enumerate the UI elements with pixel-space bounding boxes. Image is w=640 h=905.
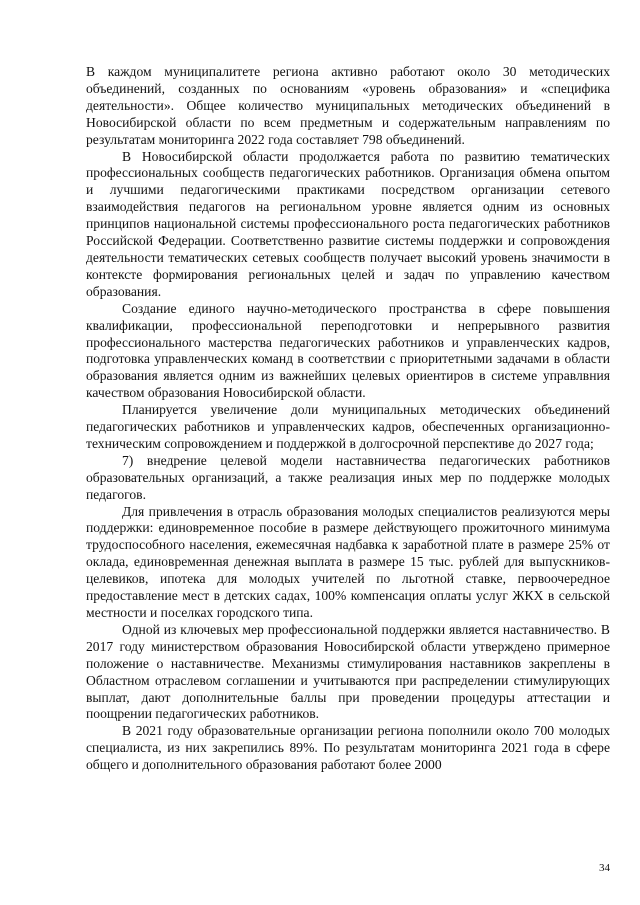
paragraph-6: Для привлечения в отрасль образования молодых специалистов реализуются меры поддержки: единовременное пособие в размере действующего прожиточного минимума трудоспособного населения, ежемесячная надбавка к заработной плате в размере 25% от оклада, единовременная денежная выплата в размере 15 тыс. рублей для выпускников-целевиков, ипотека для молодых учителей по льготной ставке, первоочередное предоставление мест в детских садах, 100% компенсация оплаты услуг ЖКХ в сельской местности и поселках городского типа.	[86, 503, 610, 620]
paragraph-3: Создание единого научно-методического пространства в сфере повышения квалификации, профессиональной переподготовки и непрерывного развития профессионального мастерства педагогических работников и управленческих кадров, подготовка управленческих команд в соответствии с приоритетными задачами в области образования является одним из важнейших целевых ориентиров в системе управлвния качеством образования Новосибирской области.	[86, 300, 610, 401]
paragraph-7: Одной из ключевых мер профессиональной поддержки является наставничество. В 2017 году министерством образования Новосибирской области утверждено примерное положение о наставничестве. Механизмы стимулирования наставников закреплены в Областном отраслевом соглашении и учитываются при распределении стимулирующих выплат, дают дополнительные баллы при проведении процедуры аттестации и поощрении педагогических работников.	[86, 621, 610, 722]
paragraph-2: В Новосибирской области продолжается работа по развитию тематических профессиональных сообществ педагогических работников. Организация обмена опытом и лучшими педагогическими практиками посредством организации сетевого взаимодействия педагогов на региональном уровне является одним из основных принципов национальной системы профессионального роста педагогических работников Российской Федерации. Соответственно развитие системы поддержки и сопровождения деятельности тематических сетевых сообществ получает высокий уровень значимости в контексте формирования региональных целей и задач по управлению качеством образования.	[86, 148, 610, 299]
page-number: 34	[599, 862, 610, 874]
paragraph-8: В 2021 году образовательные организации региона пополнили около 700 молодых специалиста, из них закрепились 89%. По результатам мониторинга 2021 года в сфере общего и дополнительного образования работают более 2000	[86, 723, 610, 773]
document-body	[86, 64, 610, 774]
paragraph-5: 7) внедрение целевой модели наставничества педагогических работников образовательных организаций, а также реализация иных мер по поддержке молодых педагогов.	[86, 452, 610, 502]
paragraph-1: В каждом муниципалитете региона активно работают около 30 методических объединений, созданных по основаниям «уровень образования» и «специфика деятельности». Общее количество муниципальных методических объединений в Новосибирской области по всем предметным и содержательным направлениям по результатам мониторинга 2022 года составляет 798 объединений.	[86, 64, 610, 147]
paragraph-4: Планируется увеличение доли муниципальных методических объединений педагогических работников и управленческих кадров, обеспеченных организационно-техническим сопровождением и поддержкой в долгосрочной перспективе до 2027 года;	[86, 402, 610, 451]
